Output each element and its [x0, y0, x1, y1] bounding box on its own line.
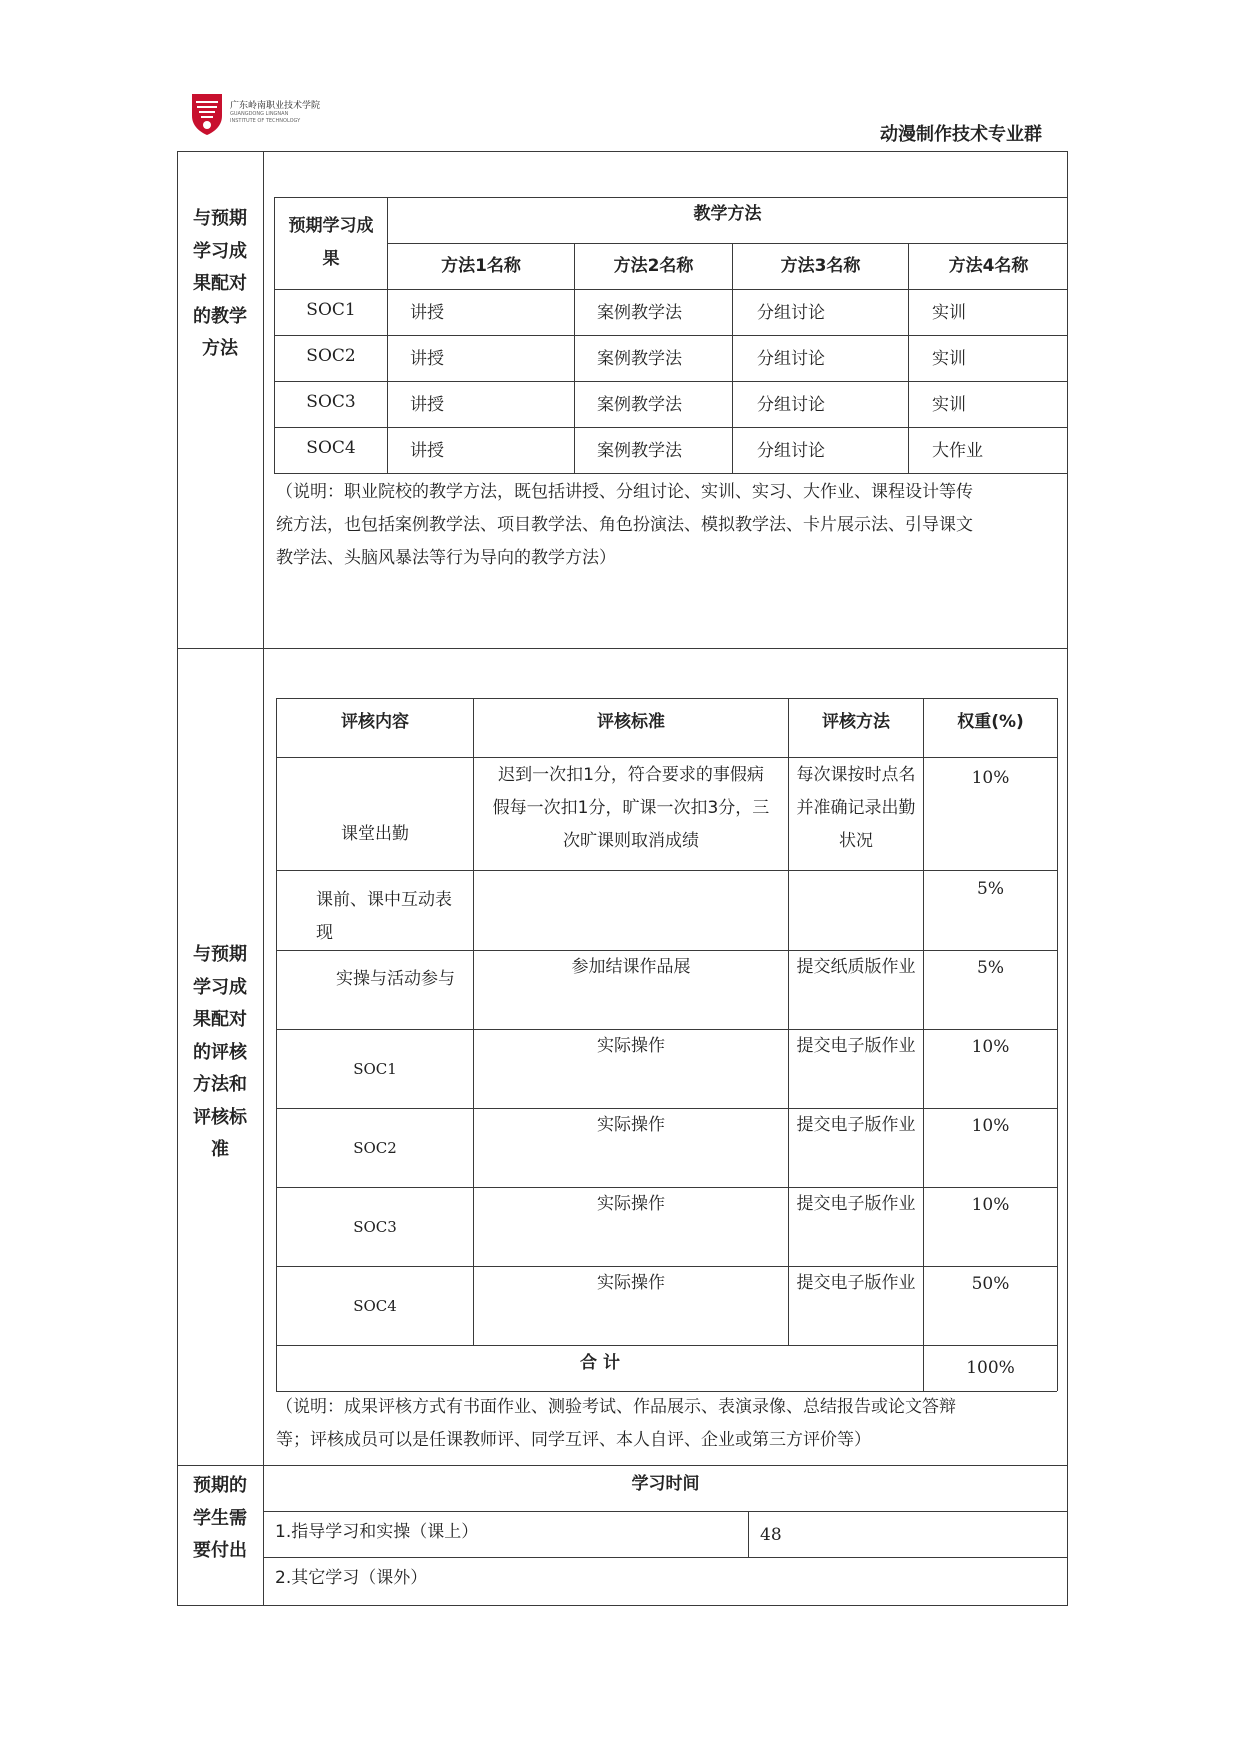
assess-standard-cell: 实际操作	[597, 1115, 665, 1135]
method-cell: 分组讨论	[757, 394, 825, 415]
frame-top	[177, 151, 1068, 152]
assess-method-cell	[789, 871, 923, 950]
method-cell: 讲授	[410, 348, 444, 369]
frame-divider-1	[177, 648, 1068, 649]
assess-method-cell: 每次课按时点名 并准确记录出勤 状况	[796, 765, 916, 851]
assess-standard-cell: 实际操作	[597, 1036, 665, 1056]
program-group-title: 动漫制作技术专业群	[880, 124, 1042, 145]
assess-header-weight: 权重(%)	[957, 711, 1024, 732]
assess-standard-cell: 实际操作	[597, 1273, 665, 1293]
study-time-row-label: 1.指导学习和实操（课上）	[275, 1521, 479, 1542]
total-label: 合 计	[580, 1352, 620, 1373]
soc-cell: SOC3	[306, 391, 356, 412]
study-time-row-value: 48	[760, 1524, 782, 1545]
method-cell: 大作业	[932, 440, 983, 461]
method-cell: 分组讨论	[757, 440, 825, 461]
method-cell: 案例教学法	[597, 394, 682, 415]
method1-header: 方法1名称	[441, 256, 521, 276]
logo	[190, 92, 330, 138]
study-time-row-label: 2.其它学习（课外）	[275, 1567, 428, 1588]
assess-content-cell: 课堂出勤	[341, 824, 409, 844]
col-header-methods: 教学方法	[693, 203, 762, 224]
frame-divider-2	[177, 1465, 1068, 1466]
assess-standard-cell: 实际操作	[597, 1194, 665, 1214]
assess-header-standard: 评核标准	[597, 711, 665, 732]
soc-cell: SOC1	[306, 299, 356, 320]
assess-header-content: 评核内容	[341, 711, 409, 732]
assess-weight-cell: 10%	[971, 1116, 1010, 1136]
section-assessment-label: 与预期学习成果配对的评核方法和评核标准	[193, 944, 247, 1160]
assess-standard-cell: 迟到一次扣1分，符合要求的事假病假每一次扣1分，旷课一次扣3分，三次旷课则取消成绩	[492, 765, 770, 851]
assess-content-cell: SOC3	[353, 1217, 397, 1236]
shield-logo-icon	[190, 92, 224, 136]
assess-standard-cell	[474, 871, 788, 950]
assess-method-cell: 提交电子版作业	[796, 1194, 916, 1214]
assess-weight-cell: 5%	[977, 958, 1004, 978]
study-time-title: 学习时间	[631, 1473, 700, 1494]
assess-content-cell: SOC4	[353, 1296, 397, 1315]
frame-inner	[263, 151, 264, 1606]
method-cell: 讲授	[410, 302, 444, 323]
method-cell: 实训	[932, 348, 966, 369]
method-cell: 分组讨论	[757, 302, 825, 323]
method-cell: 实训	[932, 302, 966, 323]
method3-header: 方法3名称	[780, 256, 861, 276]
method-cell: 实训	[932, 394, 966, 415]
assess-weight-cell: 10%	[971, 1195, 1010, 1215]
frame-left	[177, 151, 178, 1606]
assess-content-cell: SOC1	[353, 1060, 397, 1078]
method-cell: 案例教学法	[597, 440, 682, 461]
assess-content-cell: SOC2	[353, 1139, 397, 1157]
assess-content-cell: 实操与活动参与	[336, 969, 455, 989]
method-cell: 案例教学法	[597, 302, 682, 323]
assess-standard-cell: 参加结课作品展	[571, 957, 691, 977]
frame-bottom	[177, 1605, 1068, 1606]
method-cell: 讲授	[410, 440, 444, 461]
frame-right	[1067, 151, 1068, 1606]
assess-header-method: 评核方法	[822, 711, 890, 732]
method2-header: 方法2名称	[613, 256, 694, 276]
method-cell: 分组讨论	[757, 348, 825, 369]
soc-cell: SOC4	[306, 437, 356, 458]
assess-method-cell: 提交纸质版作业	[796, 957, 916, 977]
assess-method-cell: 提交电子版作业	[796, 1115, 916, 1135]
logo-text-en: GUANGDONG LINGNAN INSTITUTE OF TECHNOLOGY	[230, 111, 301, 124]
assess-content-cell: 课前、课中互动表现	[316, 890, 452, 943]
method-cell: 讲授	[410, 394, 444, 415]
assess-weight-cell: 5%	[977, 879, 1004, 899]
assess-weight-cell: 50%	[971, 1274, 1010, 1294]
logo-text-cn: 广东岭南职业技术学院	[230, 101, 321, 111]
assess-weight-cell: 10%	[971, 768, 1010, 788]
method4-header: 方法4名称	[948, 256, 1029, 276]
total-value: 100%	[966, 1357, 1015, 1378]
method-cell: 案例教学法	[597, 348, 682, 369]
section-teaching-methods-label: 与预期学习成果配对的教学方法	[193, 208, 247, 359]
assess-method-cell: 提交电子版作业	[796, 1036, 916, 1056]
assess-method-cell: 提交电子版作业	[796, 1273, 916, 1293]
assess-weight-cell: 10%	[971, 1037, 1010, 1057]
section-study-effort-label: 预期的学生需要付出	[193, 1475, 247, 1561]
soc-cell: SOC2	[306, 345, 356, 366]
col-header-outcome: 预期学习成果	[288, 216, 374, 269]
